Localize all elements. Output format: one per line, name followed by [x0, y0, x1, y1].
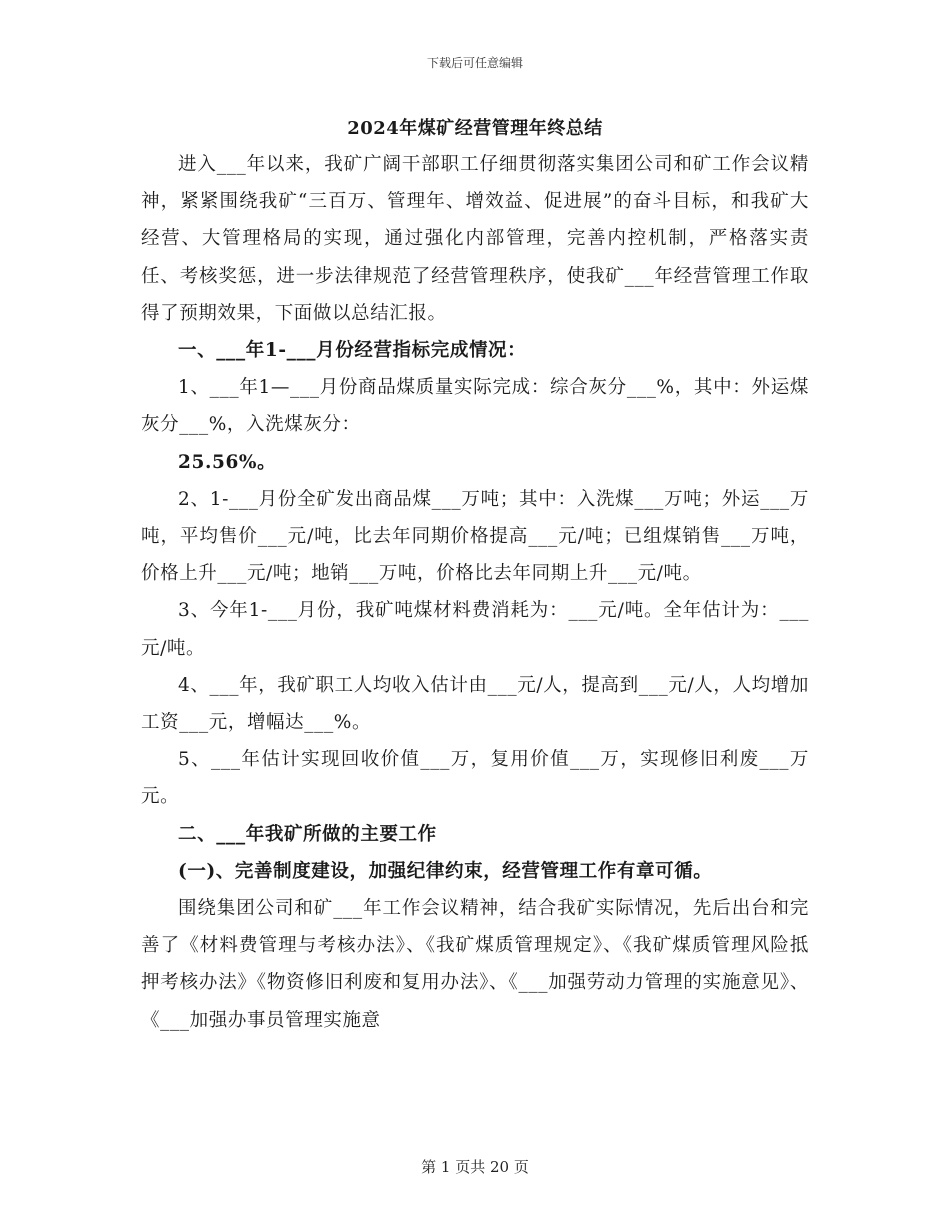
- header-note: 下载后可任意编辑: [426, 56, 523, 70]
- indicator-value: 25.56%。: [178, 451, 277, 473]
- indicator-item-4: 4、___年，我矿职工人均收入估计由___元/人，提高到___元/人，人均增加工资___元，增幅达___%。: [141, 674, 809, 734]
- indicator-item-3: 3、今年1-___月份，我矿吨煤材料费消耗为：___元/吨。全年估计为：___元/吨。: [141, 600, 809, 659]
- section-heading-2: 二、___年我矿所做的主要工作: [178, 823, 437, 845]
- intro-paragraph: 进入___年以来，我矿广阔干部职工仔细贯彻落实集团公司和矿工作会议精神，紧紧围绕我矿“三百万、管理年、增效益、促进展”的奋斗目标，和我矿大经营、大管理格局的实现，通过强化内部管理，完善内控机制，严格落实责任、考核奖惩，进一步法律规范了经营管理秩序，使我矿___年经营管理工作取得了预期效果，下面做以总结汇报。: [141, 154, 809, 324]
- page-footer: 第 1 页共 20 页: [421, 1158, 529, 1176]
- indicator-item-5: 5、___年估计实现回收价值___万，复用价值___万，实现修旧利废___万元。: [141, 749, 809, 808]
- document-body: [141, 146, 809, 1039]
- indicator-item-1: 1、___年1—___月份商品煤质量实际完成：综合灰分___%，其中：外运煤灰分___%，入洗煤灰分：: [141, 377, 809, 436]
- subsection-paragraph-1: 围绕集团公司和矿___年工作会议精神，结合我矿实际情况，先后出台和完善了《材料费管理与考核办法》、《我矿煤质管理规定》、《我矿煤质管理风险抵押考核办法》《物资修旧利废和复用办法》、《___加强劳动力管理的实施意见》、《___加强办事员管理实施意: [141, 898, 809, 1031]
- subsection-heading-1: (一)、完善制度建设，加强纪律约束，经营管理工作有章可循。: [178, 860, 713, 882]
- document-title: 2024年煤矿经营管理年终总结: [347, 118, 603, 139]
- section-heading-1: 一、___年1-___月份经营指标完成情况：: [178, 340, 527, 362]
- indicator-item-2: 2、1-___月份全矿发出商品煤___万吨；其中：入洗煤___万吨；外运___万吨，平均售价___元/吨，比去年同期价格提高___元/吨；已组煤销售___万吨，价格上升___元/吨；地销___万吨，价格比去年同期上升___元/吨。: [141, 488, 809, 585]
